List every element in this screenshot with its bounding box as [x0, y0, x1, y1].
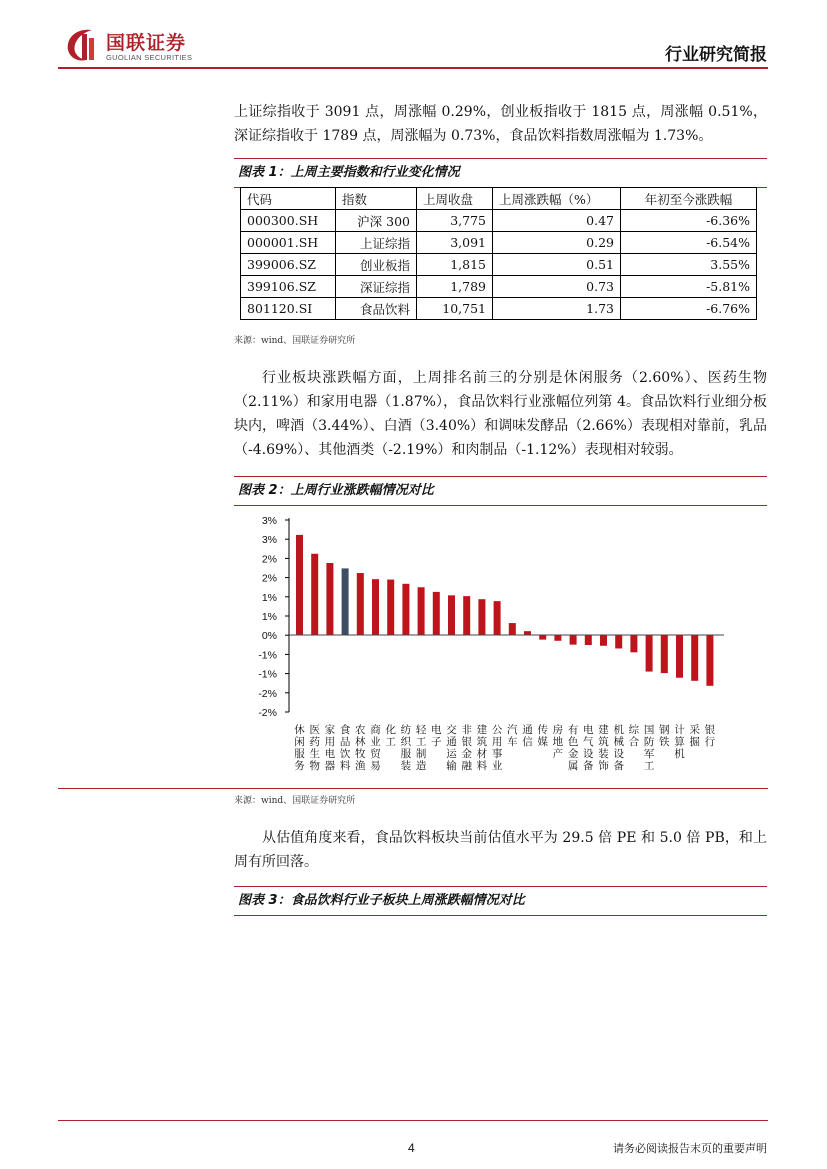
page-number: 4: [408, 1141, 415, 1155]
cell-close: 10,751: [417, 298, 493, 320]
bar-钢铁: [661, 635, 668, 673]
bar-建筑材料: [478, 599, 485, 635]
y-tick-label: -1%: [258, 649, 277, 662]
y-tick-label: 1%: [261, 591, 277, 604]
col-header: 指数: [336, 188, 417, 210]
table-row: [241, 276, 757, 298]
cell-weekly-change: 0.73: [493, 276, 621, 298]
cell-weekly-change: 0.51: [493, 254, 621, 276]
bar-公用事业: [494, 601, 501, 635]
cell-weekly-change: 1.73: [493, 298, 621, 320]
cell-code: 000001.SH: [241, 232, 336, 254]
bar-电子: [433, 592, 440, 635]
table-row: [241, 298, 757, 320]
bar-医药生物: [311, 554, 318, 635]
y-tick-label: -2%: [258, 687, 277, 700]
bar-家用电器: [326, 563, 333, 635]
cell-code: 000300.SH: [241, 210, 336, 232]
bar-纺织服装: [402, 584, 409, 635]
bar-建筑装饰: [600, 635, 607, 646]
x-tick-label: 非银金融: [461, 724, 472, 772]
figure2-source: 来源：wind、国联证券研究所: [234, 796, 356, 806]
x-tick-label: 采掘: [689, 724, 700, 748]
x-tick-label: 计算机: [674, 724, 685, 760]
cell-index: 沪深 300: [336, 210, 417, 232]
cell-close: 1,815: [417, 254, 493, 276]
company-logo: [62, 24, 222, 64]
paragraph-index-summary: 上证综指收于 3091 点，周涨幅 0.29%，创业板指收于 1815 点，周涨幅 0.51%，深证综指收于 1789 点，周涨幅为 0.73%，食品饮料指数周涨幅为 1.73%。: [234, 104, 767, 144]
cell-index: 食品饮料: [336, 298, 417, 320]
industry-change-bar-chart: [234, 508, 767, 720]
bar-电气设备: [585, 635, 592, 645]
footer-disclaimer: 请务必阅读报告末页的重要声明: [613, 1142, 767, 1155]
x-tick-label: 农林牧渔: [355, 724, 366, 772]
y-tick-label: -1%: [258, 668, 277, 681]
cell-code: 399106.SZ: [241, 276, 336, 298]
x-tick-label: 电子: [431, 724, 442, 748]
report-type: 行业研究简报: [665, 45, 767, 65]
col-header: 上周涨跌幅（%）: [493, 188, 621, 210]
table-row: [241, 232, 757, 254]
x-tick-label: 银行: [704, 724, 716, 748]
x-tick-label: 休闲服务: [294, 724, 305, 772]
y-tick-label: 2%: [261, 572, 277, 585]
logo-text-en: GUOLIAN SECURITIES: [106, 53, 193, 62]
x-tick-label: 医药生物: [309, 724, 320, 772]
bar-农林牧渔: [357, 573, 364, 635]
col-header: 代码: [241, 188, 336, 210]
bar-食品饮料: [342, 568, 349, 635]
cell-ytd-change: -6.36%: [621, 210, 757, 232]
x-tick-label: 钢铁: [659, 724, 670, 748]
figure3-title: 图表 3：食品饮料行业子板块上周涨跌幅情况对比: [234, 886, 767, 916]
cell-weekly-change: 0.29: [493, 232, 621, 254]
x-tick-label: 轻工制造: [415, 724, 427, 772]
figure2-title: 图表 2：上周行业涨跌幅情况对比: [234, 476, 767, 506]
cell-index: 创业板指: [336, 254, 417, 276]
x-tick-label: 商业贸易: [370, 724, 381, 772]
figure1-source: 来源：wind、国联证券研究所: [234, 336, 356, 346]
bar-计算机: [676, 635, 683, 678]
y-tick-label: 2%: [261, 553, 277, 566]
cell-code: 399006.SZ: [241, 254, 336, 276]
x-tick-label: 国防军工: [643, 724, 655, 772]
y-tick-label: 0%: [261, 630, 277, 643]
x-tick-label: 纺织服装: [400, 724, 412, 772]
x-tick-label: 综合: [628, 724, 640, 748]
x-tick-label: 房地产: [552, 724, 564, 760]
bar-商业贸易: [372, 579, 379, 635]
cell-close: 3,091: [417, 232, 493, 254]
x-tick-label: 传媒: [537, 724, 548, 748]
y-tick-label: 3%: [261, 515, 277, 527]
bar-交通运输: [448, 595, 455, 635]
table-header-row: [241, 188, 757, 210]
col-header: 上周收盘: [417, 188, 493, 210]
bar-机械设备: [615, 635, 622, 648]
bar-传媒: [539, 635, 546, 640]
x-tick-label: 化工: [385, 724, 396, 748]
x-tick-label: 交通运输: [446, 724, 457, 772]
col-header: 年初至今涨跌幅: [621, 188, 757, 210]
bar-轻工制造: [418, 587, 425, 635]
y-tick-label: -2%: [258, 707, 277, 719]
bar-休闲服务: [296, 535, 303, 635]
x-tick-label: 电气设备: [583, 724, 594, 772]
cell-code: 801120.SI: [241, 298, 336, 320]
bar-国防军工: [646, 635, 653, 672]
logo-text-cn: 国联证券: [106, 32, 187, 54]
footer-divider: [58, 1120, 768, 1121]
y-tick-label: 1%: [261, 611, 277, 623]
x-tick-label: 建筑装饰: [598, 724, 609, 772]
x-tick-label: 有色金属: [567, 724, 579, 772]
bar-有色金属: [570, 635, 577, 645]
bar-通信: [524, 631, 531, 635]
logo-emblem-icon: [62, 24, 102, 64]
paragraph-valuation: 从估值角度来看，食品饮料板块当前估值水平为 29.5 倍 PE 和 5.0 倍 PB，和上周有所回落。: [234, 830, 767, 870]
x-tick-label: 机械设备: [613, 724, 624, 772]
header-divider: [58, 67, 768, 69]
figure1-title: 图表 1：上周主要指数和行业变化情况: [234, 158, 767, 188]
cell-index: 深证综指: [336, 276, 417, 298]
bar-银行: [706, 635, 713, 686]
paragraph-industry-performance: 行业板块涨跌幅方面，上周排名前三的分别是休闲服务（2.60%）、医药生物（2.11%）和家用电器（1.87%），食品饮料行业涨幅位列第 4。食品饮料行业细分板块内，啤酒（3.44%）、白酒（3.40%）和调味发酵品（2.66%）表现相对靠前，乳品（-4.69%）、其他酒类（-2.19%）和肉制品（-1.12%）表现相对较弱。: [234, 370, 767, 458]
bar-汽车: [509, 623, 516, 635]
cell-ytd-change: -5.81%: [621, 276, 757, 298]
cell-index: 上证综指: [336, 232, 417, 254]
bar-房地产: [554, 635, 561, 641]
y-tick-label: 3%: [261, 534, 277, 547]
bar-采掘: [691, 635, 698, 681]
cell-close: 1,789: [417, 276, 493, 298]
cell-ytd-change: -6.76%: [621, 298, 757, 320]
x-tick-label: 建筑材料: [476, 724, 488, 772]
table-row: [241, 254, 757, 276]
x-tick-label: 通信: [522, 724, 533, 748]
x-tick-label: 公用事业: [491, 724, 503, 772]
x-tick-label: 汽车: [507, 724, 518, 748]
table-row: [241, 210, 757, 232]
figure2-divider: [58, 788, 768, 789]
bar-综合: [630, 635, 637, 652]
cell-weekly-change: 0.47: [493, 210, 621, 232]
x-tick-label: 食品饮料: [339, 724, 351, 772]
bar-非银金融: [463, 596, 470, 635]
index-table: [240, 187, 757, 320]
bar-化工: [387, 580, 394, 635]
cell-ytd-change: 3.55%: [621, 254, 757, 276]
x-tick-label: 家用电器: [324, 724, 336, 772]
cell-ytd-change: -6.54%: [621, 232, 757, 254]
cell-close: 3,775: [417, 210, 493, 232]
